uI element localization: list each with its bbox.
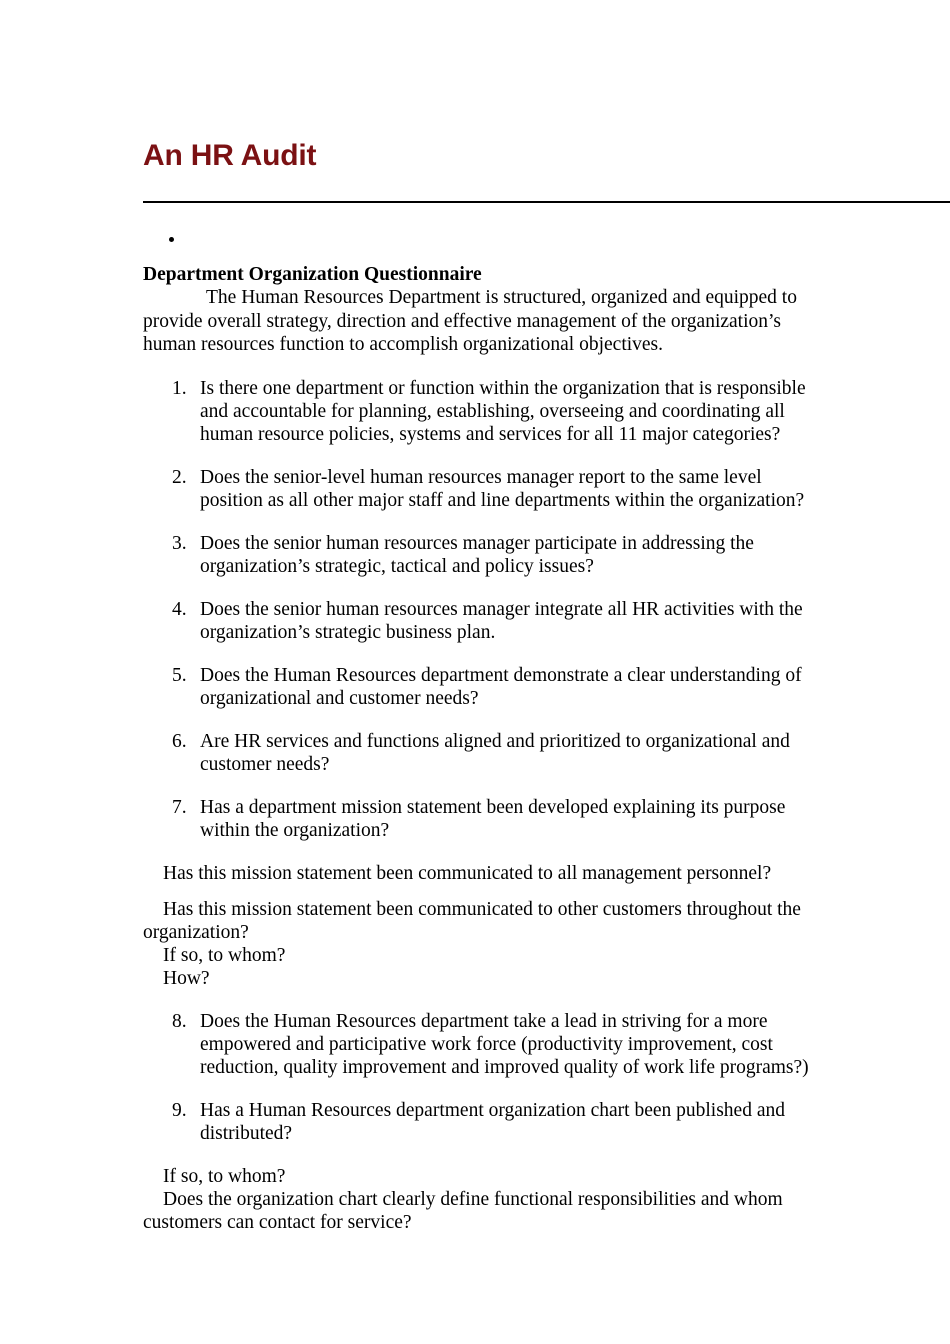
page-title: An HR Audit: [143, 139, 317, 172]
question-number: 1.: [172, 377, 187, 399]
question-item-7: [143, 796, 823, 842]
section-heading: Department Organization Questionnaire: [143, 263, 482, 285]
question-text: Has a Human Resources department organization chart been published and distributed?: [200, 1099, 785, 1144]
question-number: 4.: [172, 598, 187, 620]
question-text: Are HR services and functions aligned and prioritized to organizational and customer needs?: [200, 730, 790, 775]
question-item-3: [143, 532, 823, 578]
question-number: 6.: [172, 730, 187, 752]
empty-bullet-list: [143, 228, 823, 251]
question-number: 5.: [172, 664, 187, 686]
question-number: 7.: [172, 796, 187, 818]
followup-line-how: How?: [163, 967, 210, 989]
question-text: Is there one department or function within the organization that is responsible and accountable for planning, establishing, overseeing and coordinating all human resource policies, systems and services for all 11 major categories?: [200, 377, 806, 445]
followup-line-to-whom-2: If so, to whom?: [163, 1165, 286, 1187]
question-text: Does the senior-level human resources manager report to the same level position as all other major staff and line departments within the organization?: [200, 466, 805, 511]
question-number: 9.: [172, 1099, 187, 1121]
question-item-1: [143, 377, 823, 446]
question-text: Does the Human Resources department demonstrate a clear understanding of organizational and customer needs?: [200, 664, 802, 709]
question-item-5: [143, 664, 823, 710]
list-item: [186, 228, 823, 251]
question-item-9: [143, 1099, 823, 1145]
document-body: [143, 228, 823, 1234]
title-divider: [143, 201, 950, 203]
question-text: Does the senior human resources manager participate in addressing the organization’s strategic, tactical and policy issues?: [200, 532, 754, 577]
question-item-4: [143, 598, 823, 644]
section-intro-paragraph: The Human Resources Department is structured, organized and equipped to provide overall strategy, direction and effective management of the organization’s human resources function to accomplish organizational objectives.: [143, 287, 797, 355]
followup-line-mission-management: Has this mission statement been communicated to all management personnel?: [163, 862, 772, 884]
question-number: 2.: [172, 466, 187, 488]
followup-line-to-whom-1: If so, to whom?: [163, 944, 286, 966]
followup-line-org-chart-responsibilities: Does the organization chart clearly define functional responsibilities and whom customers can contact for service?: [143, 1188, 783, 1233]
question-number: 8.: [172, 1010, 187, 1032]
question-text: Does the senior human resources manager integrate all HR activities with the organization’s strategic business plan.: [200, 598, 803, 643]
question-item-2: [143, 466, 823, 512]
question-number: 3.: [172, 532, 187, 554]
question-item-8: [143, 1010, 823, 1079]
question-text: Has a department mission statement been developed explaining its purpose within the organization?: [200, 796, 786, 841]
question-text: Does the Human Resources department take a lead in striving for a more empowered and participative work force (productivity improvement, cost reduction, quality improvement and improved quality of work life programs?): [200, 1010, 809, 1078]
followup-line-mission-customers: Has this mission statement been communicated to other customers throughout the organization?: [143, 898, 801, 943]
question-item-6: [143, 730, 823, 776]
title-block: [143, 138, 950, 174]
